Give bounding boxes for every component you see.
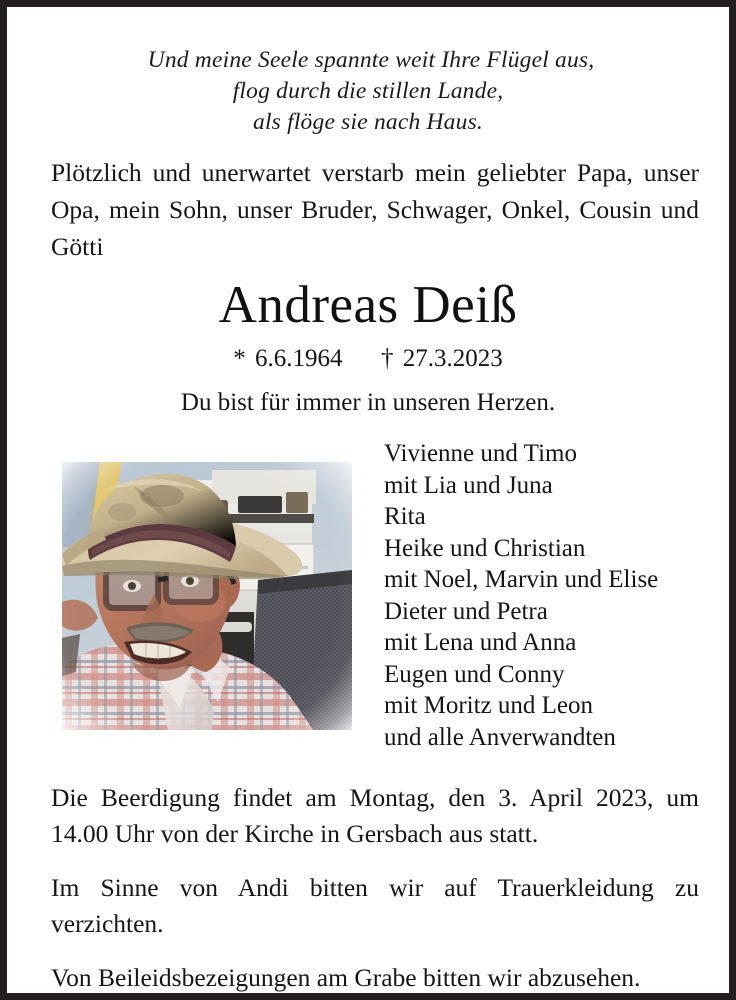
portrait-feather — [55, 454, 359, 738]
memorial-line: Du bist für immer in unseren Herzen. — [180, 389, 556, 416]
condolences-request-text: Von Beileidsbezeigungen am Grabe bitten wir abzusehen. — [51, 963, 641, 992]
death-cross-icon: † — [381, 345, 394, 372]
birth-star-icon: * — [233, 345, 246, 372]
portrait-photo — [62, 462, 352, 730]
portrait-frame — [55, 454, 359, 738]
family-line: Vivienne und Timo — [384, 440, 577, 467]
family-line: mit Moritz und Leon — [384, 692, 593, 719]
poem-line-2: flog durch die stillen Lande, — [232, 78, 504, 104]
card-inner — [7, 7, 729, 993]
family-line: mit Lena und Anna — [384, 629, 577, 656]
poem-line-3: als flöge sie nach Haus. — [253, 109, 483, 135]
family-names-list — [384, 438, 714, 753]
family-line: Heike und Christian — [384, 534, 586, 562]
deceased-name: Andreas Deiß — [218, 276, 518, 334]
funeral-details-text: Die Beerdigung findet am Montag, den 3. April 2023, um 14.00 Uhr von der Kirche in Gersbach aus statt. — [51, 783, 699, 848]
epitaph-poem — [7, 45, 729, 138]
family-line: mit Lia und Juna — [384, 471, 553, 499]
family-line: und alle Anverwandten — [384, 723, 616, 751]
life-dates — [7, 344, 729, 374]
family-line: mit Noel, Marvin und Elise — [384, 566, 659, 593]
poem-line-1: Und meine Seele spannte weit Ihre Flügel aus, — [147, 47, 595, 73]
family-line: Rita — [384, 503, 426, 530]
family-line: Eugen und Conny — [384, 660, 565, 688]
birth-date: 6.6.1964 — [255, 345, 343, 372]
closing-section — [51, 780, 699, 996]
dress-request-text: Im Sinne von Andi bitten wir auf Trauerkleidung zu verzichten. — [51, 873, 699, 938]
family-line: Dieter und Petra — [384, 597, 548, 625]
announcement-intro-text: Plötzlich und unerwartet verstarb mein geliebter Papa, unser Opa, mein Sohn, unser Bruder, Schwager, Onkel, Cousin und Götti — [51, 158, 699, 261]
death-date: 27.3.2023 — [402, 345, 503, 372]
